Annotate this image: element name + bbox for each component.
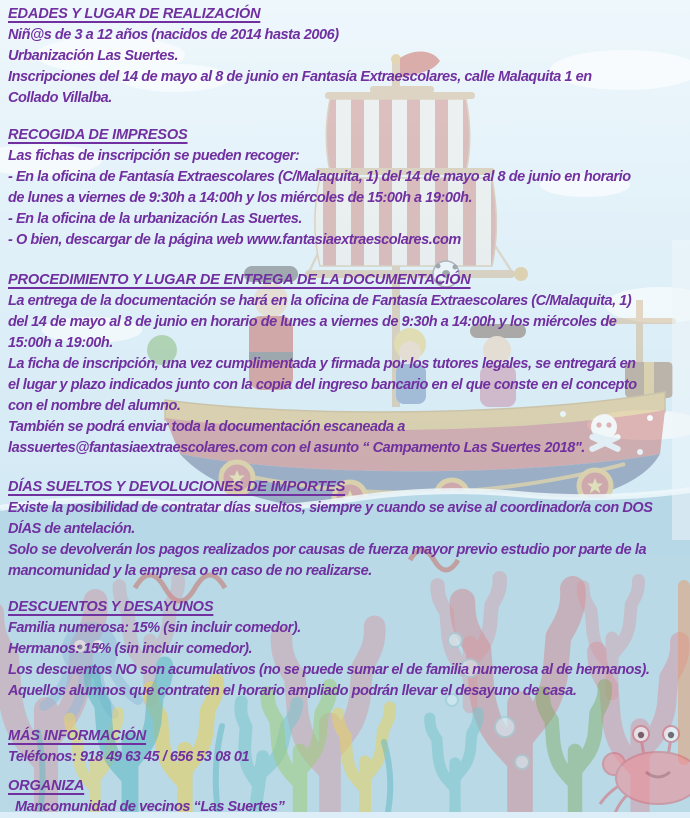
- text-line: Solo se devolverán los pagos realizados por causas de fuerza mayor previo estudio por parte de la: [8, 542, 647, 558]
- text-line: Collado Villalba.: [8, 90, 112, 106]
- section-descuentos: [8, 597, 690, 702]
- text-line: DÍAS de antelación.: [8, 521, 135, 537]
- section-heading: DÍAS SUELTOS Y DEVOLUCIONES DE IMPORTES: [8, 479, 346, 495]
- phone-numbers: Teléfonos: 918 49 63 45 / 656 53 08 01: [8, 749, 250, 765]
- text-line: - O bien, descargar de la página web www.fantasiaextraescolares.com: [8, 232, 461, 248]
- text-line: mancomunidad y la empresa o en caso de no realizarse.: [8, 563, 372, 579]
- section-recogida: [8, 125, 690, 251]
- text-line: Las fichas de inscripción se pueden recoger:: [8, 148, 300, 164]
- text-line: También se podrá enviar toda la documentación escaneada a: [8, 419, 405, 435]
- text-line: de lunes a viernes de 9:30h a 14:00h y los miércoles de 15:00h a 19:00h.: [8, 190, 473, 206]
- text-line: Inscripciones del 14 de mayo al 8 de junio en Fantasía Extraescolares, calle Malaquita 1 en: [8, 69, 592, 85]
- text-line: Hermanos: 15% (sin incluir comedor).: [8, 641, 253, 657]
- section-dias-sueltos: [8, 477, 690, 582]
- text-line: Niñ@s de 3 a 12 años (nacidos de 2014 hasta 2006): [8, 27, 339, 43]
- section-heading: DESCUENTOS Y DESAYUNOS: [8, 599, 214, 615]
- section-mas-informacion: [8, 726, 690, 768]
- organizer-name: Mancomunidad de vecinos “Las Suertes”: [15, 799, 285, 815]
- section-heading: PROCEDIMIENTO Y LUGAR DE ENTREGA DE LA DOCUMENTACIÓN: [8, 272, 471, 288]
- section-heading: ORGANIZA: [8, 778, 85, 794]
- text-line: Aquellos alumnos que contraten el horario ampliado podrán llevar el desayuno de casa.: [8, 683, 577, 699]
- text-line: 15:00h a 19:00h.: [8, 335, 113, 351]
- text-line: lassuertes@fantasiaextraescolares.com con el asunto “ Campamento Las Suertes 2018".: [8, 440, 585, 456]
- text-line: el lugar y plazo indicados junto con la copia del ingreso bancario en el que conste en el concepto: [8, 377, 637, 393]
- text-line: Existe la posibilidad de contratar días sueltos, siempre y cuando se avise al coordinador/a con DOS: [8, 500, 653, 516]
- section-heading: MÁS INFORMACIÓN: [8, 728, 147, 744]
- text-line: Los descuentos NO son acumulativos (no se puede sumar el de familia numerosa al de hermanos).: [8, 662, 650, 678]
- section-edades: [8, 4, 690, 109]
- section-heading: RECOGIDA DE IMPRESOS: [8, 127, 188, 143]
- text-line: del 14 de mayo al 8 de junio en horario de lunes a viernes de 9:30h a 14:00h y los miércoles de: [8, 314, 617, 330]
- text-line: - En la oficina de la urbanización Las Suertes.: [8, 211, 302, 227]
- text-line: - En la oficina de Fantasía Extraescolares (C/Malaquita, 1) del 14 de mayo al 8 de junio en horario: [8, 169, 631, 185]
- text-line: La ficha de inscripción, una vez cumplimentada y firmada por los tutores legales, se entregará en: [8, 356, 636, 372]
- text-line: Urbanización Las Suertes.: [8, 48, 179, 64]
- section-procedimiento: [8, 270, 690, 459]
- text-line: Familia numerosa: 15% (sin incluir comedor).: [8, 620, 301, 636]
- section-heading: EDADES Y LUGAR DE REALIZACIÓN: [8, 6, 261, 22]
- text-line: La entrega de la documentación se hará en la oficina de Fantasía Extraescolares (C/Malaquita, 1): [8, 293, 632, 309]
- text-line: con el nombre del alumno.: [8, 398, 181, 414]
